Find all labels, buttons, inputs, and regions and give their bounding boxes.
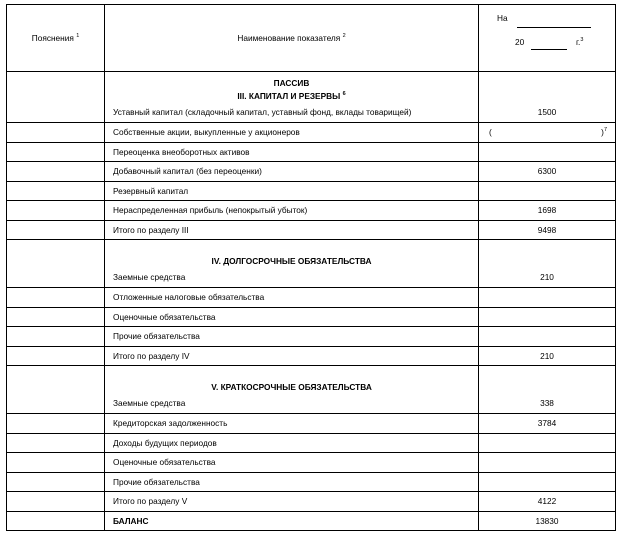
balance-row [7,511,616,531]
table-row [7,433,616,453]
table-row [7,142,616,162]
table-row [7,472,616,492]
row-label: Доходы будущих периодов [105,433,479,453]
header-notes-label: Пояснения [31,33,74,43]
header-indicator-sup: 2 [342,33,346,40]
table-row-total [7,346,616,366]
table-row [7,123,616,143]
row-value [479,472,616,492]
row-value [479,433,616,453]
row-value: 3784 [479,414,616,434]
row-label: Итого по разделу III [105,220,479,240]
header-row [7,5,616,72]
row-label: Оценочные обязательства [105,307,479,327]
table-row [7,288,616,308]
row-label: Заемные средства [113,398,186,408]
passive-title: ПАССИВ [273,78,310,88]
table-row-total [7,492,616,512]
date-blank-line [517,27,591,28]
year-suffix: г.$^3$ [576,37,584,47]
section-3-first-row [7,72,616,123]
row-value: 210 [479,240,616,288]
row-label: Уставный капитал (складочный капитал, уставный фонд, вклады товарищей) [113,107,412,117]
table-row [7,162,616,182]
row-value [479,327,616,347]
table-row [7,453,616,473]
row-label: Итого по разделу V [105,492,479,512]
row-label: Заемные средства [113,272,186,282]
table-row [7,327,616,347]
row-value [479,142,616,162]
row-label: Переоценка внеоборотных активов [105,142,479,162]
row-value [479,453,616,473]
header-notes-sup: 1 [76,33,80,40]
row-value [479,307,616,327]
row-label: Прочие обязательства [105,472,479,492]
section-4-title: IV. ДОЛГОСРОЧНЫЕ ОБЯЗАТЕЛЬСТВА [211,256,372,266]
table-row [7,414,616,434]
row-value: 6300 [479,162,616,182]
row-label: Кредиторская задолженность [105,414,479,434]
row-label: Оценочные обязательства [105,453,479,473]
row-value: 9498 [479,220,616,240]
balance-value: 13830 [479,511,616,531]
header-notes-cell [7,5,105,72]
section-4-first-row [7,240,616,288]
row-value: 4122 [479,492,616,512]
row-value [479,181,616,201]
year-prefix: 20 [515,37,525,47]
row-value: 210 [479,346,616,366]
row-value: 1500 [479,72,616,123]
row-label: Нераспределенная прибыль (непокрытый убыток) [105,201,479,221]
balance-label: БАЛАНС [105,511,479,531]
row-value [479,288,616,308]
row-value: 338 [479,366,616,414]
row-value: ( )$^7$ [479,123,616,143]
table-row [7,201,616,221]
row-value: 1698 [479,201,616,221]
row-label: Резервный капитал [105,181,479,201]
table-row [7,181,616,201]
row-label: Собственные акции, выкупленные у акционеров [105,123,479,143]
row-label: Отложенные налоговые обязательства [105,288,479,308]
table-row [7,307,616,327]
row-label: Добавочный капитал (без переоценки) [105,162,479,182]
liabilities-table [6,4,616,531]
year-blank-line [531,49,567,50]
header-on-label: На [497,13,508,23]
table-row-total [7,220,616,240]
section-5-first-row [7,366,616,414]
header-indicator-label: Наименование показателя [237,33,341,43]
section-3-title: III. КАПИТАЛ И РЕЗЕРВЫ $^6$ [237,91,346,101]
header-indicator-cell [105,5,479,72]
header-date-cell [479,5,616,72]
row-label: Итого по разделу IV [105,346,479,366]
row-label: Прочие обязательства [105,327,479,347]
section-5-title: V. КРАТКОСРОЧНЫЕ ОБЯЗАТЕЛЬСТВА [211,382,372,392]
